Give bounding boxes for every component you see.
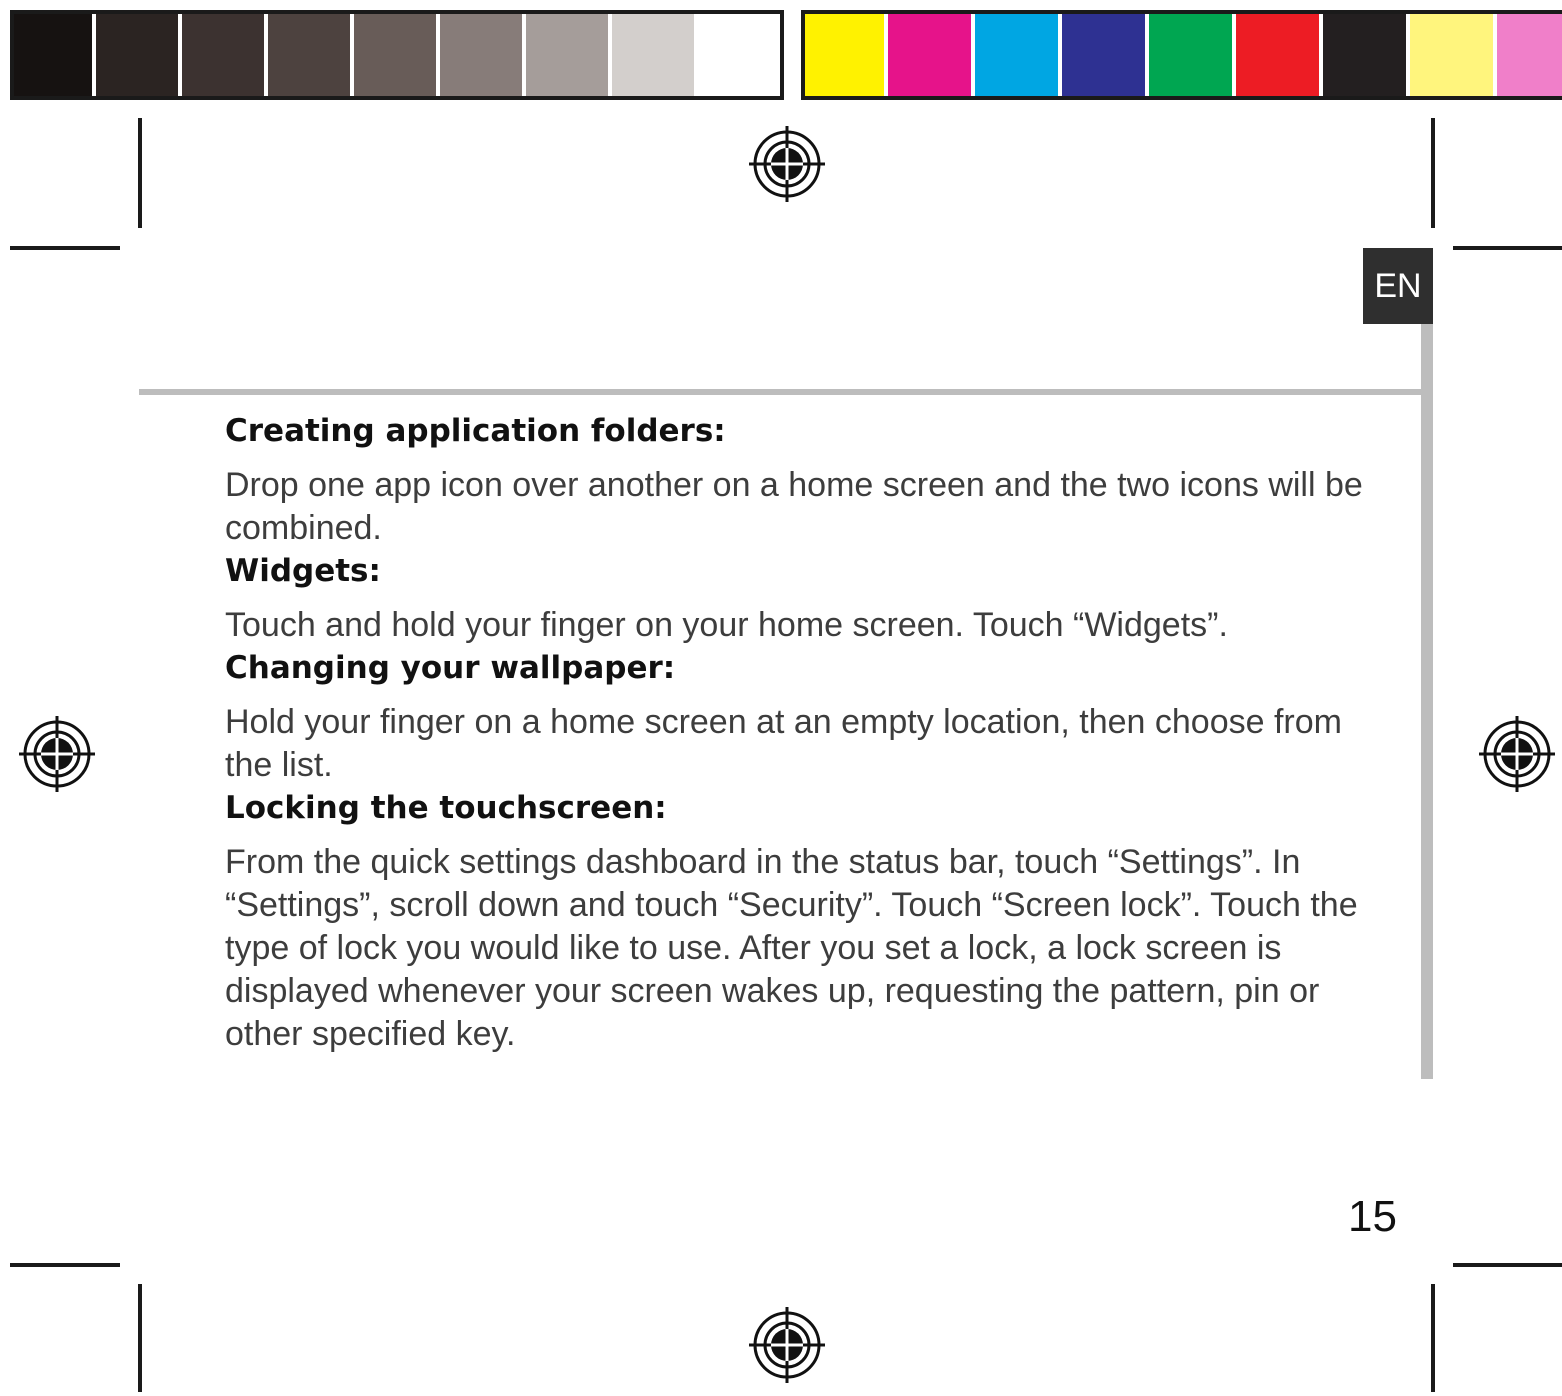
color-frame bbox=[801, 10, 1562, 100]
top-divider bbox=[139, 389, 1426, 395]
side-divider bbox=[1421, 324, 1433, 1079]
section-text-lock: From the quick settings dashboard in the status bar, touch “Settings”. In “Settings”, scroll down and touch “Security”. Touch “Screen lock”. Touch the type of lock you would like to use. After you set a lock, a lock screen is displayed whenever your screen wakes up, requesting the pattern, pin or other specified key. bbox=[225, 843, 1358, 1053]
section-heading-lock: Locking the touchscreen: bbox=[225, 790, 667, 826]
crop-mark bbox=[10, 1263, 120, 1267]
crop-mark bbox=[1453, 246, 1562, 250]
crop-mark bbox=[1453, 1263, 1562, 1267]
registration-mark-icon bbox=[17, 714, 97, 794]
grayscale-frame bbox=[10, 10, 784, 100]
section-heading-wallpaper: Changing your wallpaper: bbox=[225, 650, 676, 686]
section-heading-folders: Creating application folders: bbox=[225, 413, 726, 449]
section-text-wallpaper: Hold your finger on a home screen at an empty location, then choose from the list. bbox=[225, 703, 1342, 784]
registration-mark-icon bbox=[747, 1305, 827, 1385]
crop-mark bbox=[138, 118, 142, 228]
section-text-folders: Drop one app icon over another on a home screen and the two icons will be combined. bbox=[225, 466, 1363, 547]
crop-mark bbox=[1431, 1284, 1435, 1392]
crop-mark bbox=[1431, 118, 1435, 228]
language-tab: EN bbox=[1363, 248, 1433, 324]
section-text-widgets: Touch and hold your finger on your home screen. Touch “Widgets”. bbox=[225, 606, 1228, 644]
registration-mark-icon bbox=[1477, 714, 1557, 794]
section-heading-widgets: Widgets: bbox=[225, 553, 381, 589]
crop-mark bbox=[10, 246, 120, 250]
main-content bbox=[225, 410, 1365, 1056]
crop-mark bbox=[138, 1284, 142, 1392]
registration-mark-icon bbox=[747, 124, 827, 204]
page-number: 15 bbox=[1348, 1192, 1397, 1241]
